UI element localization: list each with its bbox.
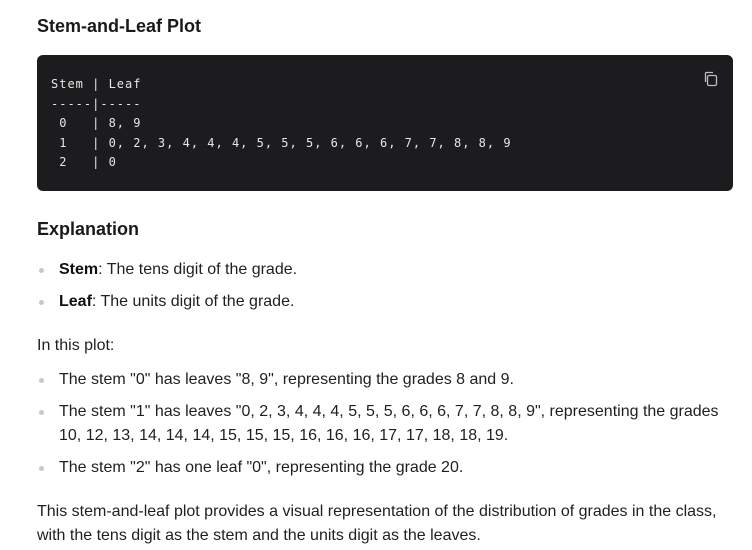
term: Leaf [59, 293, 92, 310]
list-item [37, 258, 733, 282]
paragraph-summary: This stem-and-leaf plot provides a visual representation of the distribution of grades in the class, with the tens digit as the stem and the units digit as the leaves. [37, 503, 717, 544]
copy-icon[interactable] [702, 70, 720, 88]
list-item [37, 290, 733, 314]
section-heading-plot: Stem-and-Leaf Plot [37, 16, 202, 36]
code-text [51, 75, 512, 173]
definition: : The tens digit of the grade. [98, 261, 298, 278]
code-line: -----|----- [51, 96, 142, 111]
paragraph-intro: In this plot: [37, 337, 115, 354]
code-block [37, 55, 733, 191]
list-item: The stem "0" has leaves "8, 9", representing the grades 8 and 9. [37, 368, 733, 392]
bullet-list [37, 368, 733, 488]
code-line: 0 | 8, 9 [51, 116, 142, 130]
code-line: 2 | 0 [51, 155, 117, 169]
section-heading-explanation: Explanation [37, 219, 140, 239]
code-line: Stem | Leaf [51, 77, 142, 91]
list-item: The stem "1" has leaves "0, 2, 3, 4, 4, 4, 5, 5, 5, 6, 6, 6, 7, 7, 8, 8, 9", representing the grades 10, 12, 13, 14, 14, 14, 15, 15, 15, 16, 16, 16, 17, 17, 18, 18, 19. [37, 400, 733, 448]
list-item: The stem "2" has one leaf "0", representing the grade 20. [37, 456, 733, 480]
code-line: 1 | 0, 2, 3, 4, 4, 4, 5, 5, 5, 6, 6, 6, 7, 7, 8, 8, 9 [51, 135, 512, 150]
definition: : The units digit of the grade. [91, 293, 295, 310]
term: Stem [59, 261, 99, 278]
definition-list [37, 258, 733, 322]
